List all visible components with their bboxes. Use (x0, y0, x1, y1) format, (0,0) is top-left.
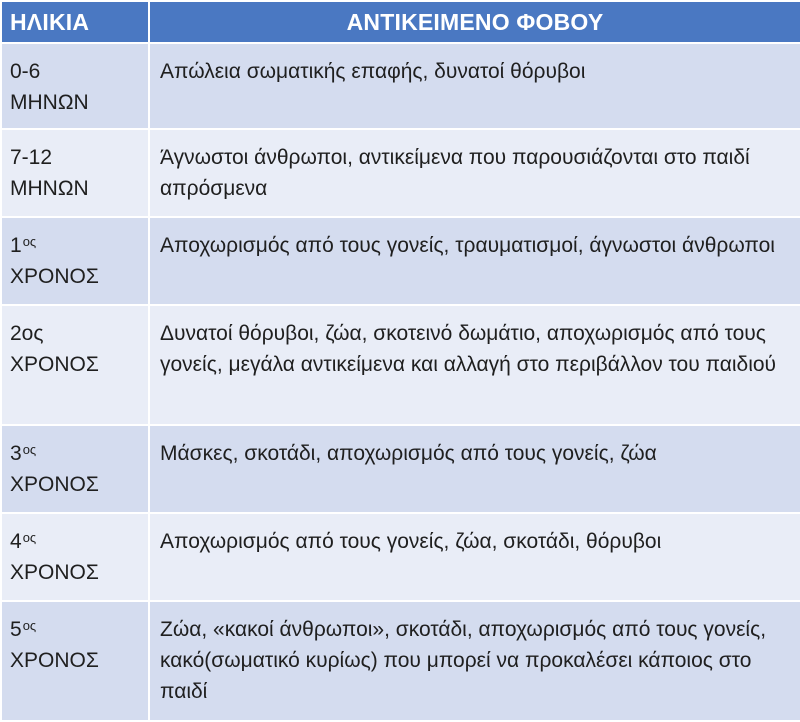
age-cell (1, 513, 149, 601)
age-cell (1, 43, 149, 129)
age-unit: ΧΡΟΝΟΣ (10, 649, 99, 672)
table-row (1, 129, 800, 217)
table-row (1, 217, 800, 305)
fear-object-cell: Μάσκες, σκοτάδι, αποχωρισμός από τους γονείς, ζώα (149, 425, 800, 513)
age-number: 4 (10, 530, 22, 553)
age-value (10, 318, 140, 349)
age-ordinal-suffix: ος (22, 234, 37, 249)
age-value (10, 56, 140, 87)
age-number: 5 (10, 618, 22, 641)
age-cell (1, 305, 149, 425)
age-ordinal-suffix: ος (22, 530, 37, 545)
age-number: 3 (10, 442, 22, 465)
age-number: 0-6 (10, 60, 41, 83)
table-row (1, 513, 800, 601)
fear-object-cell: Δυνατοί θόρυβοι, ζώα, σκοτεινό δωμάτιο, αποχωρισμός από τους γονείς, μεγάλα αντικείμενα και αλλαγή στο περιβάλλον του παιδιού (149, 305, 800, 425)
age-number: 7-12 (10, 146, 53, 169)
fear-object-cell: Απώλεια σωματικής επαφής, δυνατοί θόρυβοι (149, 43, 800, 129)
table-row (1, 601, 800, 721)
fear-object-cell: Ζώα, «κακοί άνθρωποι», σκοτάδι, αποχωρισμός από τους γονείς, κακό(σωματικό κυρίως) που μπορεί να προκαλέσει κάποιος στο παιδί (149, 601, 800, 721)
age-number: 2ος (10, 322, 44, 345)
age-value (10, 142, 140, 173)
age-value (10, 614, 140, 645)
table-row (1, 305, 800, 425)
age-unit: ΧΡΟΝΟΣ (10, 561, 99, 584)
age-ordinal-suffix: ος (22, 442, 37, 457)
age-unit: ΧΡΟΝΟΣ (10, 353, 99, 376)
age-unit: ΧΡΟΝΟΣ (10, 265, 99, 288)
age-unit: ΧΡΟΝΟΣ (10, 473, 99, 496)
header-row (1, 1, 800, 43)
table-row (1, 43, 800, 129)
age-cell (1, 601, 149, 721)
table-row (1, 425, 800, 513)
age-unit: ΜΗΝΩΝ (10, 177, 89, 200)
age-ordinal-suffix: ος (22, 618, 37, 633)
fear-object-cell: Άγνωστοι άνθρωποι, αντικείμενα που παρουσιάζονται στο παιδί απρόσμενα (149, 129, 800, 217)
age-number: 1 (10, 234, 22, 257)
table-header (1, 1, 800, 43)
table-body (1, 43, 800, 721)
age-cell (1, 425, 149, 513)
age-column-header: ΗΛΙΚΙΑ (1, 1, 149, 43)
age-unit: ΜΗΝΩΝ (10, 91, 89, 114)
age-cell (1, 129, 149, 217)
fear-object-cell: Αποχωρισμός από τους γονείς, ζώα, σκοτάδι, θόρυβοι (149, 513, 800, 601)
age-value (10, 526, 140, 557)
age-value (10, 230, 140, 261)
fear-object-column-header: ΑΝΤΙΚΕΙΜΕΝΟ ΦΟΒΟΥ (149, 1, 800, 43)
age-value (10, 438, 140, 469)
age-cell (1, 217, 149, 305)
fear-object-cell: Αποχωρισμός από τους γονείς, τραυματισμοί, άγνωστοι άνθρωποι (149, 217, 800, 305)
